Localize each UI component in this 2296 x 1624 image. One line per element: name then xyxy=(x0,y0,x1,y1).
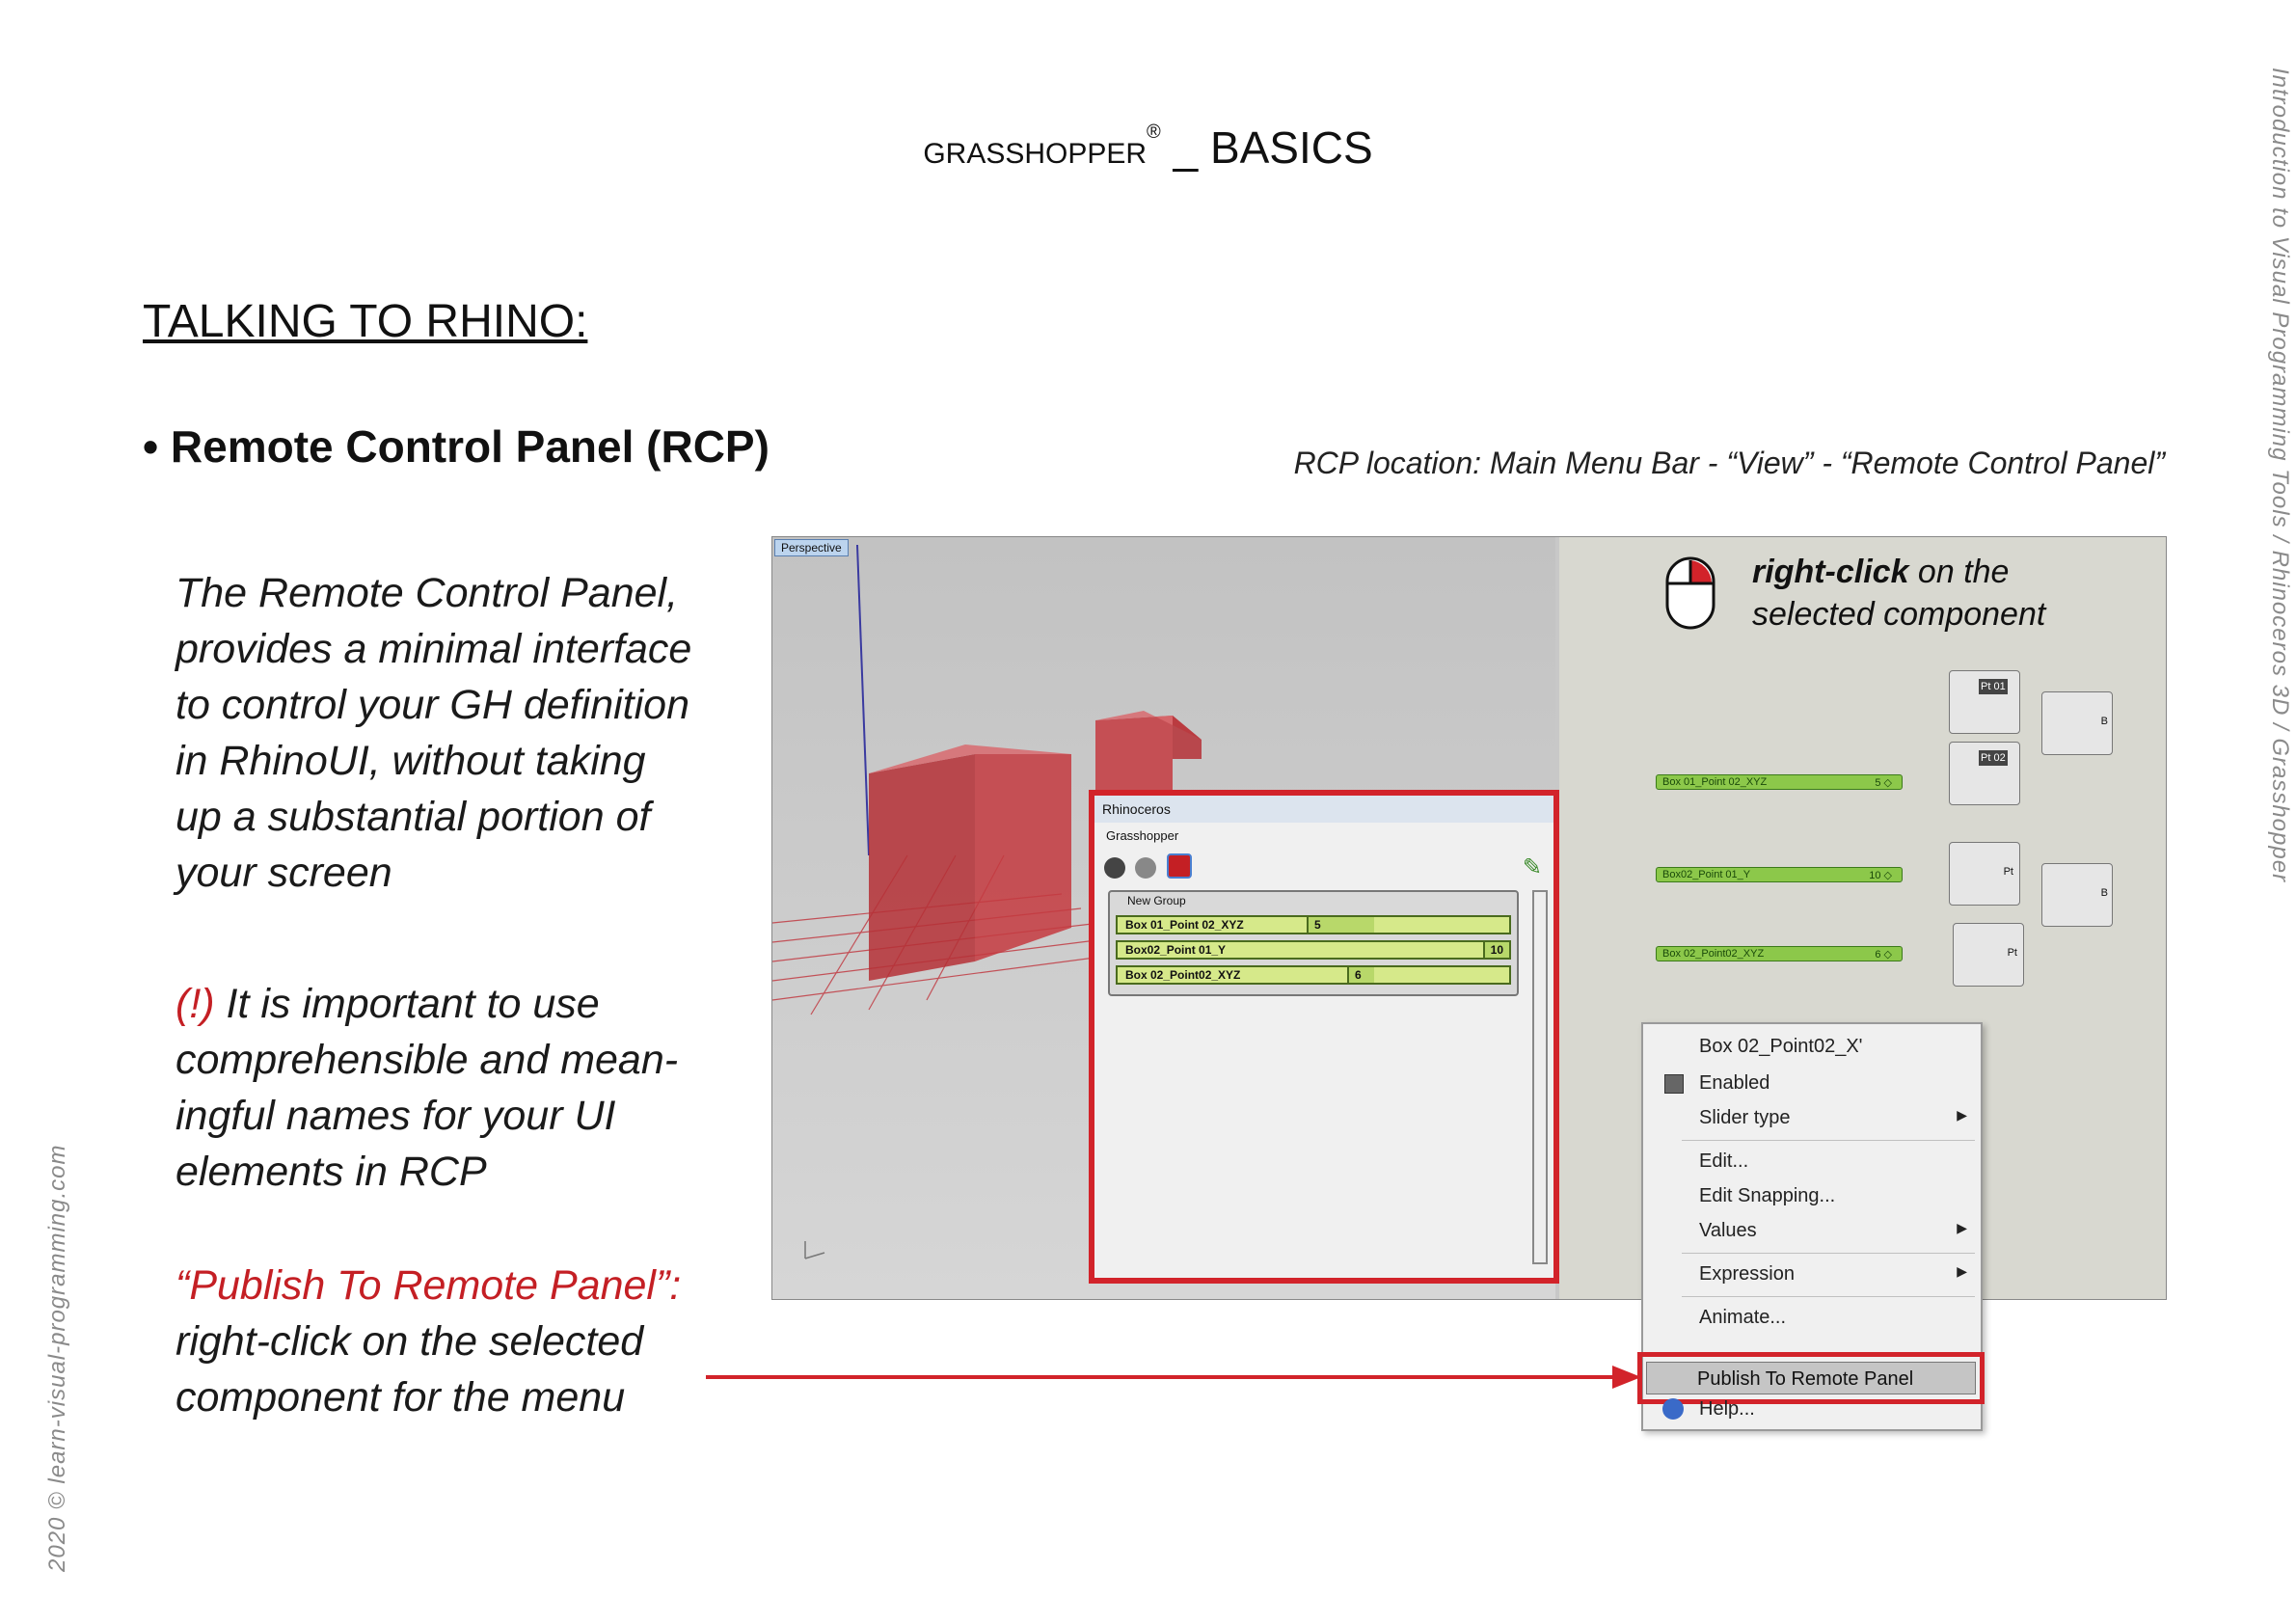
menu-item-label: Animate... xyxy=(1699,1307,1787,1328)
help-icon xyxy=(1662,1398,1684,1420)
text-line: provides a minimal interface xyxy=(176,626,692,672)
paragraph-intro xyxy=(176,565,691,901)
viewport-label[interactable]: Perspective xyxy=(774,539,849,556)
important-mark: (!) xyxy=(176,981,215,1027)
text-line: to control your GH definition xyxy=(176,682,689,728)
submenu-arrow-icon: ▶ xyxy=(1957,1220,1967,1235)
bullet-item: • Remote Control Panel (RCP) xyxy=(143,421,770,472)
paragraph-publish xyxy=(176,1258,681,1425)
submenu-arrow-icon: ▶ xyxy=(1957,1107,1967,1123)
menu-item-slider-type[interactable] xyxy=(1643,1101,1981,1136)
side-caption-right xyxy=(2264,68,2296,935)
solver-icon[interactable] xyxy=(1167,853,1192,879)
menu-item-label: Values xyxy=(1699,1220,1757,1241)
gh-point-component[interactable] xyxy=(1949,742,2020,805)
pointer-arrow-line xyxy=(706,1375,1622,1379)
slider-value: 6 xyxy=(1347,967,1374,983)
text-line: It is important to use xyxy=(214,981,600,1027)
note-line2: selected component xyxy=(1752,596,2046,633)
menu-separator xyxy=(1682,1296,1975,1297)
slider-label: Box 02_Point02_XYZ xyxy=(1125,968,1241,982)
slider-value: 5 xyxy=(1307,917,1374,933)
paragraph-important xyxy=(176,976,678,1200)
menu-item-help[interactable] xyxy=(1643,1393,1981,1427)
rcp-titlebar[interactable] xyxy=(1094,796,1553,823)
submenu-arrow-icon: ▶ xyxy=(1957,1263,1967,1279)
rcp-group-title: New Group xyxy=(1127,894,1186,907)
menu-item-values[interactable] xyxy=(1643,1214,1981,1249)
pointer-arrow-head xyxy=(1612,1366,1641,1389)
component-output: Pt xyxy=(2003,866,2013,878)
menu-item-label: Expression xyxy=(1699,1263,1795,1285)
slider-value: 10 xyxy=(1483,942,1509,958)
gh-slider-value: 5 ◇ xyxy=(1875,777,1892,789)
gh-point-component[interactable] xyxy=(1949,670,2020,734)
text-line: elements in RCP xyxy=(176,1149,487,1195)
menu-item-enabled[interactable] xyxy=(1643,1067,1981,1101)
perspective-viewport[interactable] xyxy=(772,537,1555,1299)
gh-slider[interactable] xyxy=(1656,867,1903,882)
gh-slider[interactable] xyxy=(1656,946,1903,961)
text-line: component for the menu xyxy=(176,1374,626,1421)
pencil-icon[interactable]: ✎ xyxy=(1522,854,1542,880)
right-click-note xyxy=(1752,551,2045,636)
component-output: B xyxy=(2100,716,2108,727)
menu-item-publish[interactable]: Publish To Remote Panel xyxy=(1646,1362,1976,1394)
menu-item-label: Edit... xyxy=(1699,1150,1749,1172)
menu-item-label: Enabled xyxy=(1699,1072,1770,1094)
copyright-text: 2020 © learn-visual-programming.com xyxy=(44,1144,70,1572)
menu-item-expression[interactable] xyxy=(1643,1258,1981,1292)
menu-item-label: Edit Snapping... xyxy=(1699,1185,1836,1206)
context-menu xyxy=(1641,1022,1983,1431)
gh-slider-label: Box02_Point 01_Y xyxy=(1662,869,1751,880)
rcp-toolbar xyxy=(1104,853,1192,883)
menu-item-label: Slider type xyxy=(1699,1107,1791,1128)
note-rest: on the xyxy=(1908,554,2010,590)
title-reg: ® xyxy=(1147,122,1161,143)
rcp-tab-grasshopper[interactable] xyxy=(1094,823,1553,849)
publish-title: “Publish To Remote Panel”: xyxy=(176,1262,682,1309)
rcp-group xyxy=(1108,890,1519,996)
text-line: right-click on the selected xyxy=(176,1318,644,1365)
location-note: RCP location: Main Menu Bar - “View” - “Remote Control Panel” xyxy=(1293,446,2165,480)
menu-title: Box 02_Point02_X' xyxy=(1699,1036,1863,1057)
rcp-slider[interactable] xyxy=(1116,915,1511,934)
title-brand: GRASSHOPPER xyxy=(923,138,1148,170)
side-caption-right-text: Introduction to Visual Programming Tools / Rhinoceros 3D / Grasshopper xyxy=(2267,68,2293,883)
mouse-icon xyxy=(1663,555,1721,632)
preview-icon[interactable] xyxy=(1104,857,1125,879)
text-line: comprehensible and mean- xyxy=(176,1037,679,1083)
text-line: up a substantial portion of xyxy=(176,794,651,840)
gh-slider-label: Box 01_Point 02_XYZ xyxy=(1662,776,1768,788)
gh-slider-value: 6 ◇ xyxy=(1875,949,1892,961)
text-line: The Remote Control Panel, xyxy=(176,570,679,616)
gh-slider-label: Box 02_Point02_XYZ xyxy=(1662,948,1765,960)
note-bold: right-click xyxy=(1752,554,1909,590)
text-line: ingful names for your UI xyxy=(176,1093,616,1139)
gh-point-component[interactable] xyxy=(1949,842,2020,906)
component-output: Pt xyxy=(2007,947,2017,959)
text-line: your screen xyxy=(176,850,392,896)
gh-box-component[interactable] xyxy=(2041,863,2113,927)
gh-slider[interactable] xyxy=(1656,774,1903,790)
menu-separator xyxy=(1682,1253,1975,1254)
checkbox-icon xyxy=(1664,1074,1684,1094)
gh-box-component[interactable] xyxy=(2041,691,2113,755)
gh-point-component[interactable] xyxy=(1953,923,2024,987)
component-label: Pt 01 xyxy=(1981,681,2006,692)
rcp-tab-label: Grasshopper xyxy=(1106,828,1179,843)
bullet-text: Remote Control Panel (RCP) xyxy=(170,421,770,472)
menu-item-animate[interactable] xyxy=(1643,1301,1981,1336)
section-heading: TALKING TO RHINO: xyxy=(143,296,588,347)
component-output: B xyxy=(2100,887,2108,899)
menu-item-edit[interactable] xyxy=(1643,1145,1981,1179)
menu-item-label: Help... xyxy=(1699,1398,1755,1420)
menu-item-edit-snapping[interactable] xyxy=(1643,1179,1981,1214)
rcp-scrollbar[interactable] xyxy=(1532,890,1548,1264)
slider-label: Box02_Point 01_Y xyxy=(1125,943,1227,957)
text-line: in RhinoUI, without taking xyxy=(176,738,646,784)
menu-separator xyxy=(1682,1140,1975,1141)
title-suffix: _ BASICS xyxy=(1160,122,1373,173)
rcp-title: Rhinoceros xyxy=(1102,801,1171,817)
slider-label: Box 01_Point 02_XYZ xyxy=(1125,918,1244,932)
slide-title xyxy=(0,122,2296,174)
eraser-icon[interactable] xyxy=(1135,857,1156,879)
component-label: Pt 02 xyxy=(1981,752,2006,764)
rcp-slider[interactable] xyxy=(1116,940,1511,960)
rcp-slider[interactable] xyxy=(1116,965,1511,985)
remote-control-panel xyxy=(1089,790,1559,1284)
gh-slider-value: 10 ◇ xyxy=(1869,870,1892,881)
